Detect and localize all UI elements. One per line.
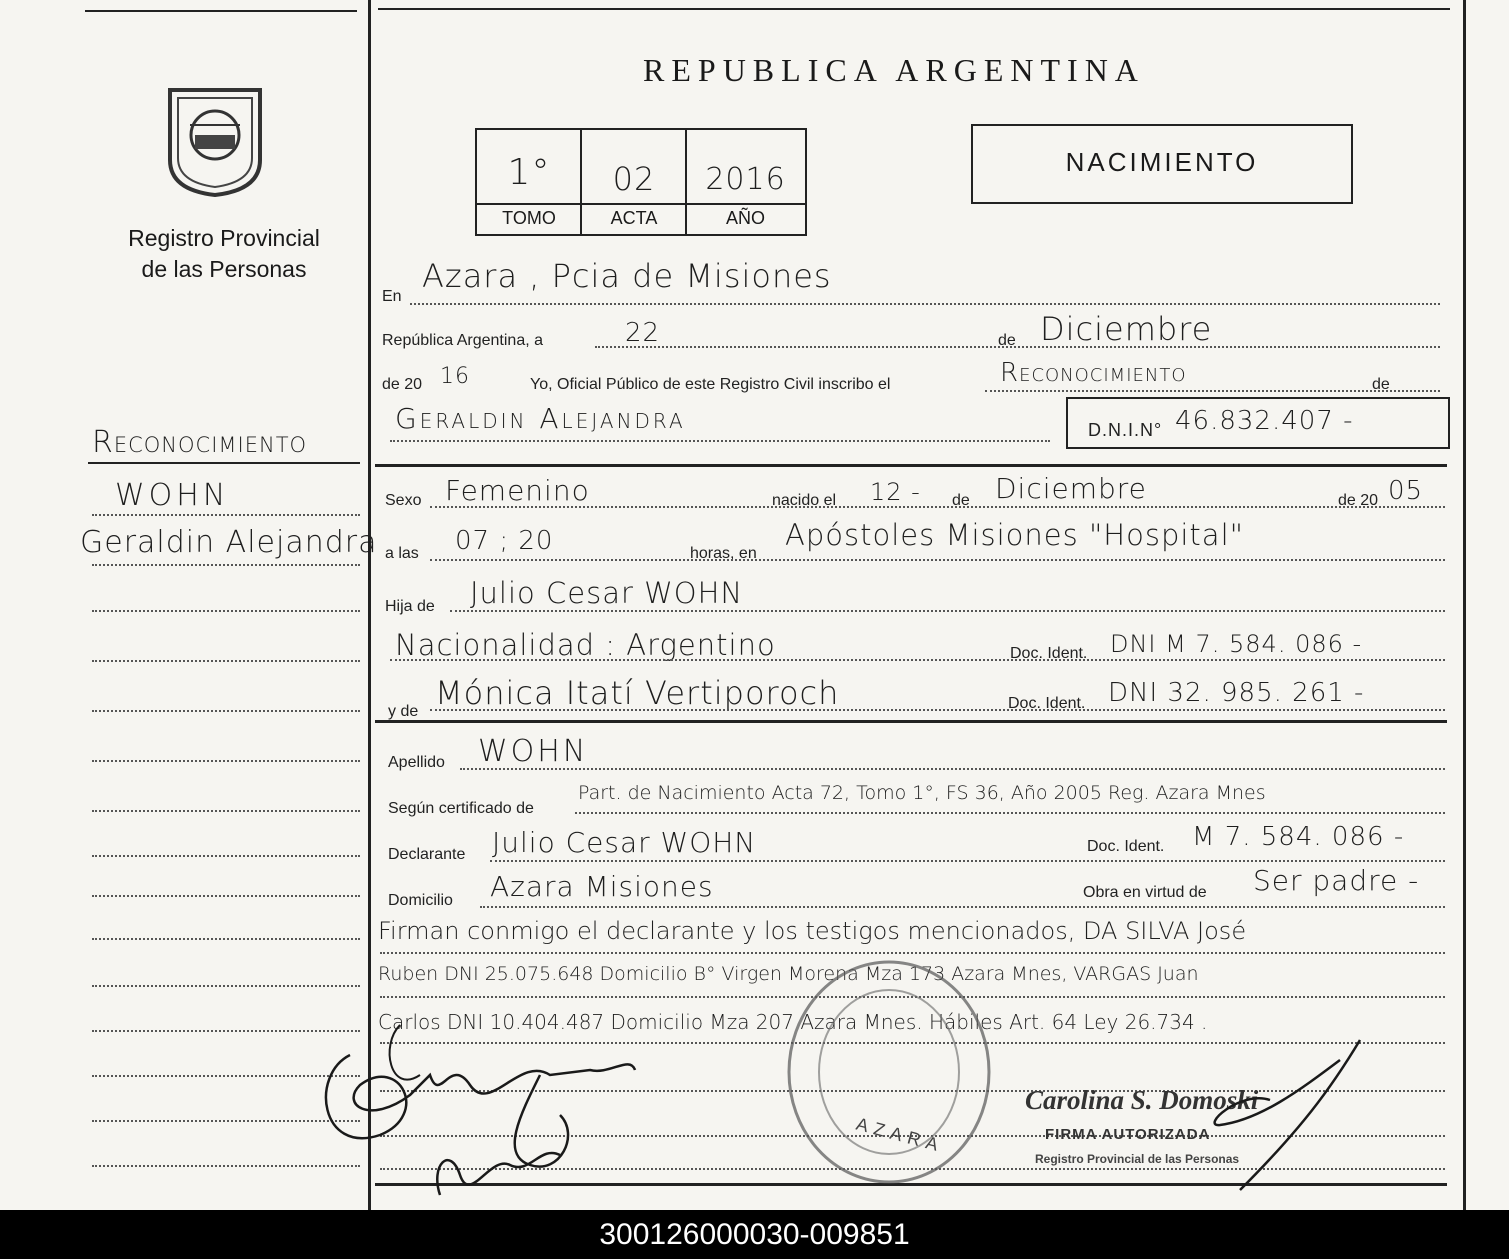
tomo-label: TOMO [502,208,556,228]
horas-label: horas, en [690,545,757,562]
margin-dots-10 [92,895,360,897]
nacido-month: Diciembre [995,472,1147,505]
en-value: Azara , Pcia de Misiones [422,257,832,295]
apellido-label: Apellido [388,754,445,771]
nacionalidad-value: Nacionalidad : Argentino [395,628,776,662]
dots-apellido [460,768,1445,770]
hora-value: 07 ; 20 [455,526,554,556]
dots-yde [430,709,1445,711]
margin-dots-11 [92,938,360,940]
docident3-label: Doc. Ident. [1087,838,1165,855]
anio-label: AÑO [725,208,765,228]
document-footer [0,1210,1509,1259]
padre-value: Julio Cesar WOHN [470,576,744,610]
section-divider-1 [375,464,1447,467]
year-prefix: de 20 [382,376,423,393]
org-name-line1: Registro Provincial [128,225,320,251]
official-signature-icon [1180,1030,1380,1200]
org-name-line2: de las Personas [141,256,307,282]
de2-label: de [1372,376,1390,393]
margin-dots-12 [92,985,360,987]
anio-value: 2016 [705,162,786,197]
dots-declarante [490,860,1445,862]
acta-type: NACIMIENTO [1065,147,1259,177]
dots-segun [575,812,1445,814]
top-line-right [378,8,1450,10]
segun-value: Part. de Nacimiento Acta 72, Tomo 1°, FS 36, Año 2005 Reg. Azara Mnes [578,782,1266,804]
margin-dots-8 [92,810,360,812]
madre-value: Mónica Itatí Vertiporoch [435,674,840,712]
firman-line1: Firman conmigo el declarante y los testigos mencionados, DA SILVA José [378,917,1247,945]
official-name: Carolina S. Domoski [1025,1085,1259,1115]
rep-label: República Argentina, a [382,332,543,349]
firman-line2: Ruben DNI 25.075.648 Domicilio B° Virgen Morena Mza 173 Azara Mnes, VARGAS Juan [378,963,1199,985]
domicilio-label: Domicilio [388,892,453,909]
nombre-value: Geraldin Alejandra [395,402,686,435]
dots-hija [450,610,1445,612]
document-code: 300126000030-009851 [599,1218,910,1251]
official-org: Registro Provincial de las Personas [1035,1152,1240,1166]
acta-value: 02 [612,160,656,198]
nacido-label: nacido el [772,492,837,509]
dots-sexo [430,506,1445,508]
official-role: FIRMA AUTORIZADA [1045,1126,1211,1143]
acta-label: ACTA [610,208,658,228]
dots-en [410,303,1440,305]
obra-label: Obra en virtud de [1083,884,1207,901]
de20-label: de 20 [1338,492,1379,509]
year-value: 16 [440,364,470,389]
yde-label: y de [388,703,419,720]
margin-dots-6 [92,710,360,712]
province-seal-icon [160,80,270,200]
sexo-label: Sexo [385,492,422,509]
round-stamp-icon [782,955,997,1190]
docident2-label: Doc. Ident. [1008,695,1086,712]
dots-alas [430,559,1445,561]
acto-value: Reconocimiento [1000,358,1187,388]
domicilio-value: Azara Misiones [490,870,714,903]
section-divider-2 [375,720,1447,723]
docident1-value: DNI M 7. 584. 086 - [1110,630,1363,658]
top-line-left [85,10,357,12]
segun-label: Según certificado de [388,800,534,817]
register-row-div [477,203,805,205]
declarante-value: Julio Cesar WOHN [492,826,757,859]
month-value: Diciembre [1040,310,1213,348]
dni-value: 46.832.407 - [1175,406,1354,436]
apellido-value: WOHN [478,734,589,769]
register-col-div2 [685,130,687,234]
dots-yo [985,390,1440,392]
sexo-value: Femenino [445,474,590,507]
docident2-value: DNI 32. 985. 261 - [1108,678,1365,708]
dots-rep [595,346,1440,348]
nacido-day: 12 - [870,478,921,506]
nacido-year: 05 [1388,476,1424,506]
lugar-value: Apóstoles Misiones "Hospital" [785,518,1244,552]
country-title: REPUBLICA ARGENTINA [643,52,1145,88]
firman-line3: Carlos DNI 10.404.487 Domicilio Mza 207 Azara Mnes. Hábiles Art. 64 Ley 26.734 . [378,1010,1208,1034]
margin-dots-3 [92,564,360,566]
dots-nac [390,659,1445,661]
docident1-label: Doc. Ident. [1010,645,1088,662]
margin-note-line1: Reconocimiento [92,425,308,460]
en-label: En [382,288,402,305]
de-label: de [998,332,1016,349]
margin-note-line2: WOHN [115,478,230,513]
dni-label: D.N.I.N° [1088,420,1163,440]
tomo-value: 1° [507,152,551,193]
register-col-div1 [580,130,582,234]
margin-dots-9 [92,855,360,857]
right-edge-line [1463,0,1466,1210]
margin-note-line3: Geraldin Alejandra [80,525,378,560]
declarante-label: Declarante [388,846,466,863]
margin-line1 [88,462,360,464]
docident3-value: M 7. 584. 086 - [1192,822,1405,852]
yo-label: Yo, Oficial Público de este Registro Civil inscribo el [530,376,891,393]
signatures-icon [290,1015,670,1210]
de3-label: de [952,492,970,509]
margin-dots-2 [92,514,360,516]
round-stamp-text: AZARA [854,1113,947,1157]
obra-value: Ser padre - [1253,864,1420,897]
day-value: 22 [625,318,661,348]
margin-dots-4 [92,610,360,612]
dots-domicilio [480,906,1445,908]
dots-nombre [390,440,1050,442]
alas-label: a las [385,545,419,562]
hija-label: Hija de [385,598,435,615]
dots-firman1 [380,952,1445,954]
margin-dots-5 [92,660,360,662]
margin-dots-7 [92,760,360,762]
